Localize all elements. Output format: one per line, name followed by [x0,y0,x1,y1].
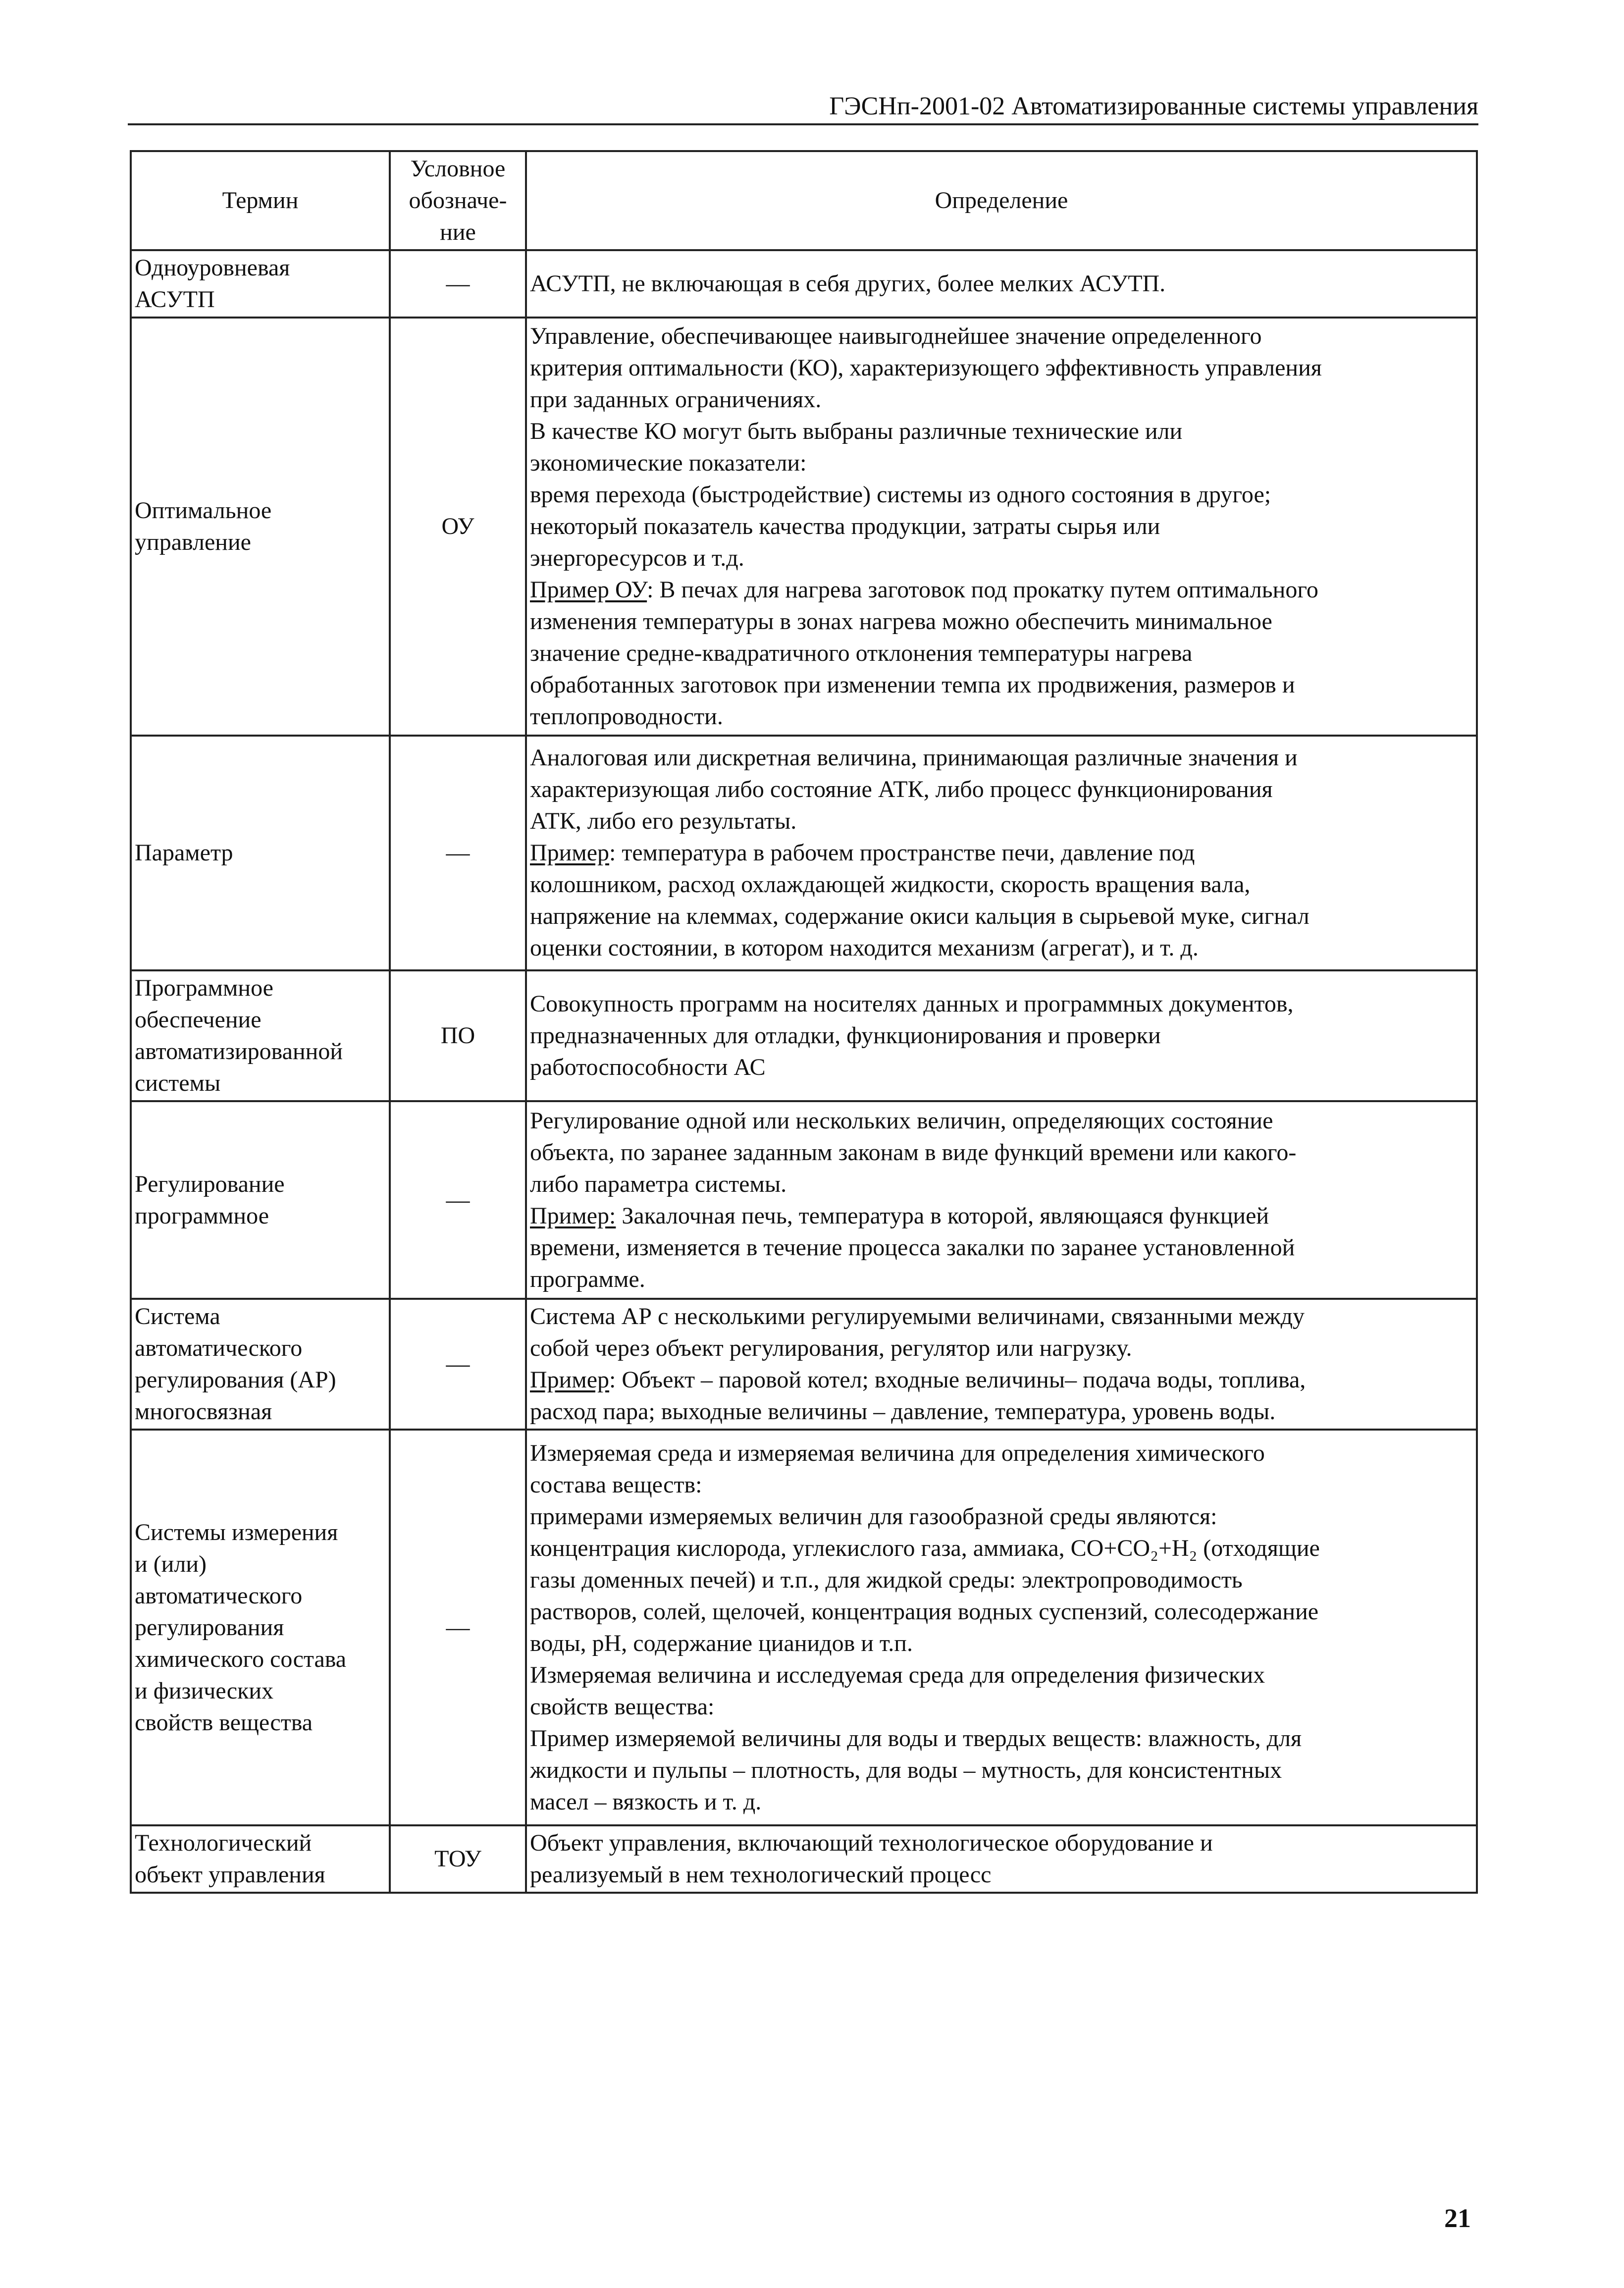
definition-line: теплопроводности. [530,703,723,730]
definition-line: энергоресурсов и т.д. [530,545,744,571]
term-line: регулирования (АР) [135,1367,336,1393]
term-line: Оптимальное [135,497,272,524]
term-line: автоматического [135,1335,303,1361]
header-definition: Определение [526,151,1477,250]
symbol-cell: ОУ [390,318,526,736]
term-line: многосвязная [135,1398,272,1425]
running-header-title: ГЭСНп-2001-02 Автоматизированные системы управления [829,92,1478,120]
symbol-cell: — [390,736,526,970]
definition-line: Пример: Закалочная печь, температура в которой, являющаяся функцией [530,1202,1269,1229]
definition-cell [526,736,1477,970]
definition-line: программе. [530,1266,645,1292]
header-symbol-line: обозначе- [409,187,507,213]
term-cell [131,736,390,970]
definition-line: В качестве КО могут быть выбраны различные технические или [530,418,1183,444]
definition-cell [526,970,1477,1101]
definition-line: расход пара; выходные величины – давление, температура, уровень воды. [530,1398,1276,1425]
definition-line: обработанных заготовок при изменении темпа их продвижения, размеров и [530,672,1295,698]
definition-line: Измеряемая величина и исследуемая среда для определения физических [530,1661,1265,1688]
term-line: химического состава [135,1646,347,1672]
page-number: 21 [1444,2203,1471,2233]
table-row [131,250,1477,318]
term-cell [131,1430,390,1825]
definition-line: предназначенных для отладки, функционирования и проверки [530,1022,1161,1049]
term-line: и (или) [135,1550,207,1577]
definition-line: времени, изменяется в течение процесса закалки по заранее установленной [530,1234,1295,1261]
term-line: управление [135,529,251,555]
table-row [131,318,1477,736]
term-line: программное [135,1202,269,1229]
definition-line: Объект управления, включающий технологическое оборудование и [530,1830,1213,1856]
header-rule [128,123,1478,125]
definition-line: оценки состоянии, в котором находится механизм (агрегат), и т. д. [530,935,1199,961]
definition-line: собой через объект регулирования, регулятор или нагрузку. [530,1335,1132,1361]
term-line: регулирования [135,1614,284,1641]
term-line: Технологический [135,1830,312,1856]
header-term: Термин [131,151,390,250]
term-cell [131,1299,390,1430]
definition-line: характеризующая либо состояние АТК, либо процесс функционирования [530,776,1273,802]
definition-line: Пример: Объект – паровой котел; входные величины– подача воды, топлива, [530,1367,1306,1393]
term-cell [131,250,390,318]
definition-line: воды, pH, содержание цианидов и т.п. [530,1630,913,1656]
term-line: Одноуровневая [135,255,290,281]
definition-line: Пример ОУ: В печах для нагрева заготовок под прокатку путем оптимального [530,577,1318,603]
term-line: и физических [135,1677,274,1704]
table-row [131,1430,1477,1825]
definition-cell [526,1430,1477,1825]
definition-line: АСУТП, не включающая в себя других, более мелких АСУТП. [530,270,1166,297]
term-line: автоматического [135,1582,303,1609]
definition-line: объекта, по заранее заданным законам в виде функций времени или какого- [530,1139,1297,1166]
header-symbol [390,151,526,250]
symbol-cell: — [390,1430,526,1825]
definition-line: растворов, солей, щелочей, концентрация водных суспензий, солесодержание [530,1598,1319,1625]
definition-line: Система АР с несколькими регулируемыми величинами, связанными между [530,1303,1305,1330]
symbol-cell: — [390,1299,526,1430]
term-line: системы [135,1070,221,1096]
definition-cell [526,1299,1477,1430]
term-cell [131,1825,390,1893]
definition-line: свойств вещества: [530,1693,715,1720]
definition-line: концентрация кислорода, углекислого газа, аммиака, CO+CO₂+H₂ (отходящие [530,1535,1320,1561]
term-line: Параметр [135,840,233,866]
terms-table [130,150,1478,1894]
table-row [131,970,1477,1101]
table-row [131,1299,1477,1430]
definition-line: реализуемый в нем технологический процесс [530,1862,992,1888]
definition-line: Управление, обеспечивающее наивыгоднейшее значение определенного [530,323,1262,349]
definition-line: напряжение на клеммах, содержание окиси кальция в сырьевой муке, сигнал [530,903,1310,929]
symbol-cell: — [390,1101,526,1299]
term-cell [131,318,390,736]
definition-line: критерия оптимальности (КО), характеризующего эффективность управления [530,355,1322,381]
term-line: Системы измерения [135,1519,338,1545]
term-cell [131,1101,390,1299]
header-symbol-line: ние [440,219,476,245]
definition-cell [526,250,1477,318]
term-line: обеспечение [135,1007,262,1033]
definition-line: Пример: температура в рабочем пространстве печи, давление под [530,840,1195,866]
term-line: объект управления [135,1862,325,1888]
table-row [131,736,1477,970]
term-line: Программное [135,975,273,1001]
term-line: АСУТП [135,286,215,313]
definition-line: при заданных ограничениях. [530,386,822,413]
term-line: свойств вещества [135,1709,313,1736]
term-line: Регулирование [135,1171,285,1197]
definition-line: некоторый показатель качества продукции, затраты сырья или [530,513,1160,539]
definition-line: колошником, расход охлаждающей жидкости, скорость вращения вала, [530,871,1251,898]
term-cell [131,970,390,1101]
definition-line: работоспособности АС [530,1054,766,1080]
definition-line: изменения температуры в зонах нагрева можно обеспечить минимальное [530,608,1272,635]
definition-line: экономические показатели: [530,450,807,476]
definition-line: АТК, либо его результаты. [530,808,797,834]
table-row [131,1101,1477,1299]
definition-line: Пример измеряемой величины для воды и твердых веществ: влажность, для [530,1725,1302,1752]
definition-line: Регулирование одной или нескольких величин, определяющих состояние [530,1107,1273,1134]
definition-cell [526,1101,1477,1299]
term-line: автоматизированной [135,1038,343,1064]
definition-line: газы доменных печей) и т.п., для жидкой среды: электропроводимость [530,1566,1243,1593]
definition-line: значение средне-квадратичного отклонения температуры нагрева [530,640,1193,666]
symbol-cell: — [390,250,526,318]
definition-line: либо параметра системы. [530,1171,787,1197]
definition-line: жидкости и пульпы – плотность, для воды – мутность, для консистентных [530,1756,1282,1783]
symbol-cell: ТОУ [390,1825,526,1893]
definition-cell [526,1825,1477,1893]
definition-line: масел – вязкость и т. д. [530,1788,762,1815]
definition-line: Совокупность программ на носителях данных и программных документов, [530,991,1294,1017]
definition-line: примерами измеряемых величин для газообразной среды являются: [530,1503,1217,1530]
table-row [131,1825,1477,1893]
definition-line: Аналоговая или дискретная величина, принимающая различные значения и [530,745,1298,771]
definition-line: состава веществ: [530,1471,702,1498]
symbol-cell: ПО [390,970,526,1101]
table-header-row [131,151,1477,250]
definition-line: время перехода (быстродействие) системы из одного состояния в другое; [530,481,1271,508]
term-line: Система [135,1303,220,1330]
definition-line: Измеряемая среда и измеряемая величина для определения химического [530,1439,1265,1466]
definition-cell [526,318,1477,736]
header-symbol-line: Условное [410,156,506,182]
